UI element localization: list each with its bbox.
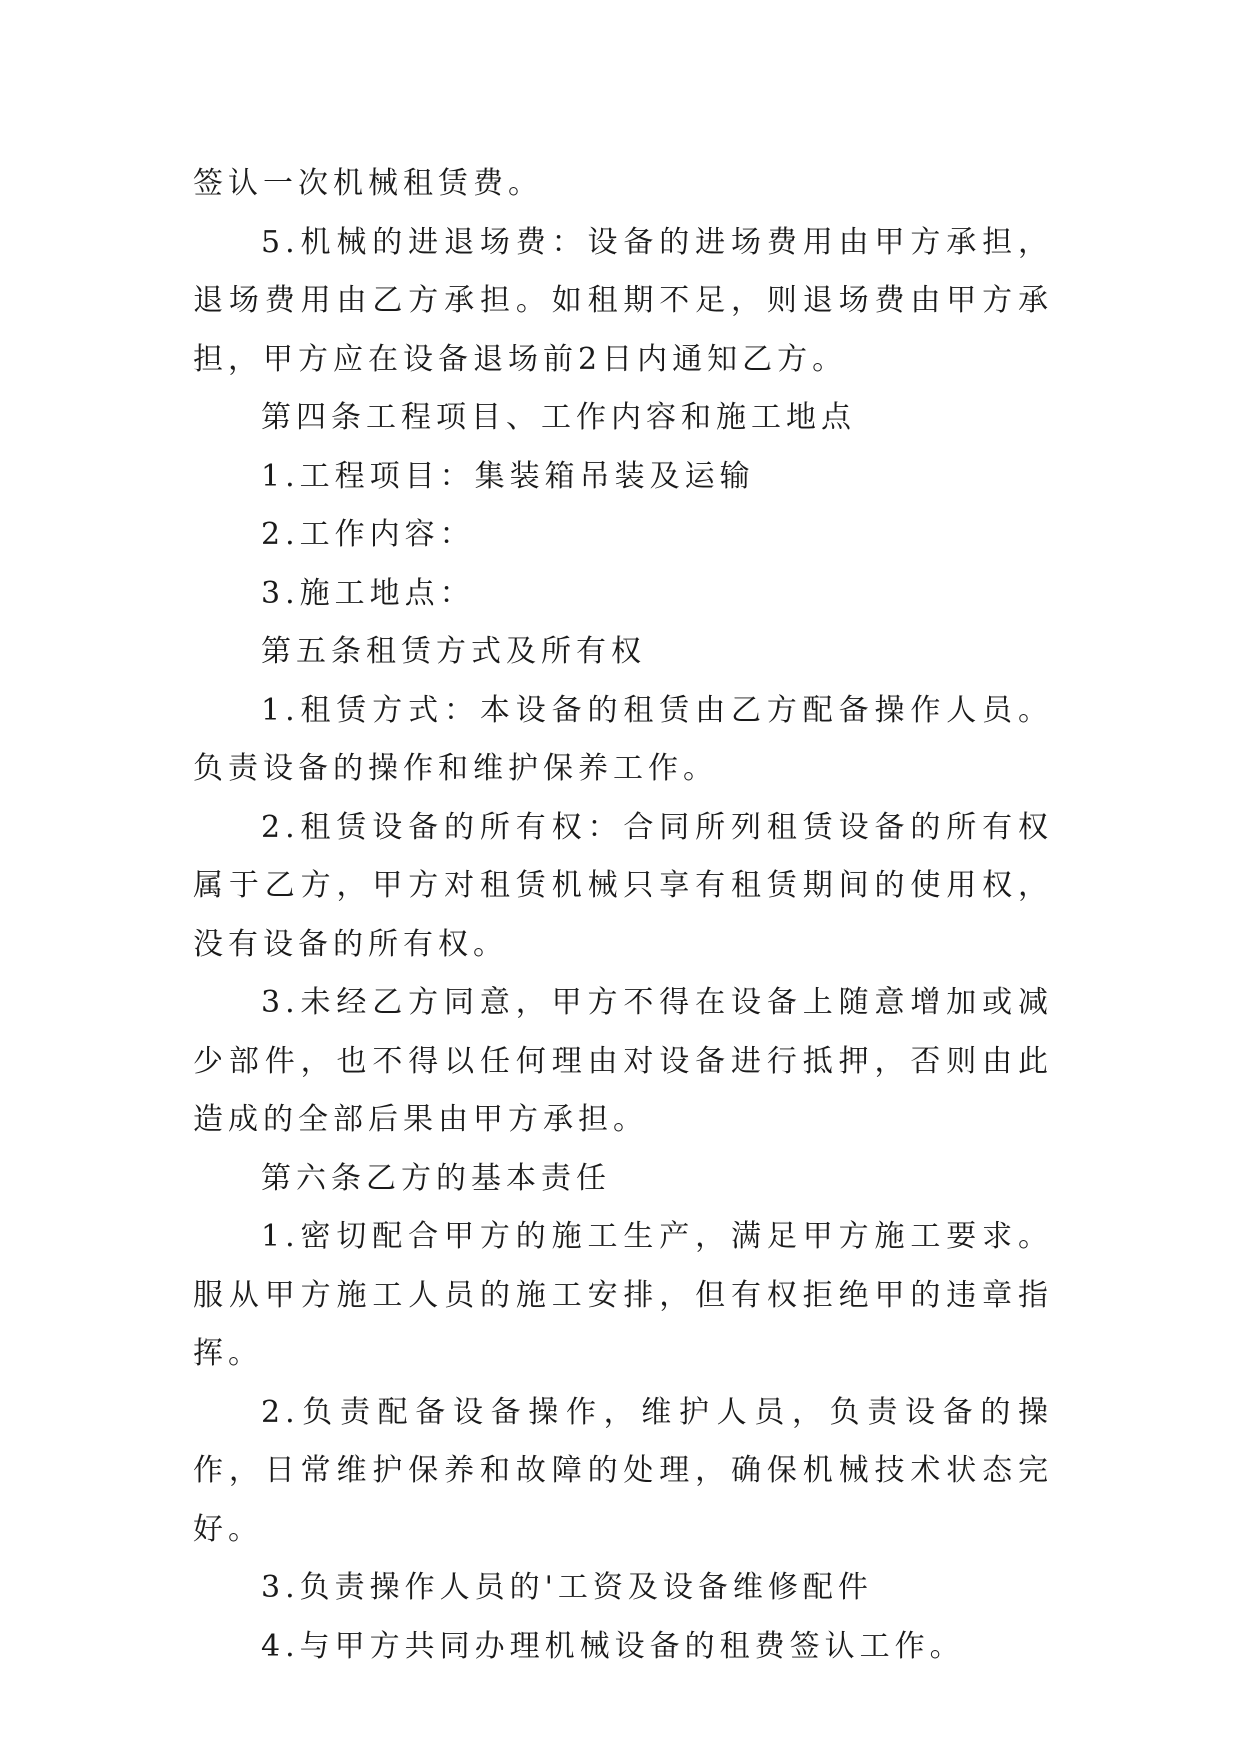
paragraph: 2.租赁设备的所有权：合同所列租赁设备的所有权属于乙方，甲方对租赁机械只享有租赁期间的使用权，没有设备的所有权。 [193, 809, 1053, 962]
paragraph: 1.密切配合甲方的施工生产，满足甲方施工要求。服从甲方施工人员的施工安排，但有权拒绝甲的违章指挥。 [193, 1219, 1053, 1371]
section-heading: 第四条工程项目、工作内容和施工地点 [261, 400, 856, 435]
paragraph: 1.租赁方式：本设备的租赁由乙方配备操作人员。负责设备的操作和维护保养工作。 [193, 692, 1053, 786]
paragraph: 4.与甲方共同办理机械设备的租费签认工作。 [261, 1628, 965, 1664]
paragraph: 3.未经乙方同意，甲方不得在设备上随意增加或减少部件，也不得以任何理由对设备进行抵押，否则由此造成的全部后果由甲方承担。 [193, 985, 1053, 1137]
section-heading: 第六条乙方的基本责任 [261, 1160, 611, 1196]
paragraph: 2.负责配备设备操作，维护人员，负责设备的操作，日常维护保养和故障的处理，确保机械技术状态完好。 [193, 1394, 1053, 1547]
paragraph: 签认一次机械租赁费。 [193, 166, 543, 201]
paragraph: 5.机械的进退场费：设备的进场费用由甲方承担，退场费用由乙方承担。如租期不足，则退场费由甲方承担，甲方应在设备退场前2日内通知乙方。 [193, 224, 1053, 377]
paragraph: 3.负责操作人员的'工资及设备维修配件 [261, 1570, 873, 1605]
paragraph: 1.工程项目：集装箱吊装及运输 [261, 458, 755, 494]
section-heading: 第五条租赁方式及所有权 [261, 634, 646, 669]
document-body [193, 155, 1053, 1676]
paragraph: 3.施工地点： [261, 575, 475, 611]
paragraph: 2.工作内容： [261, 517, 475, 552]
